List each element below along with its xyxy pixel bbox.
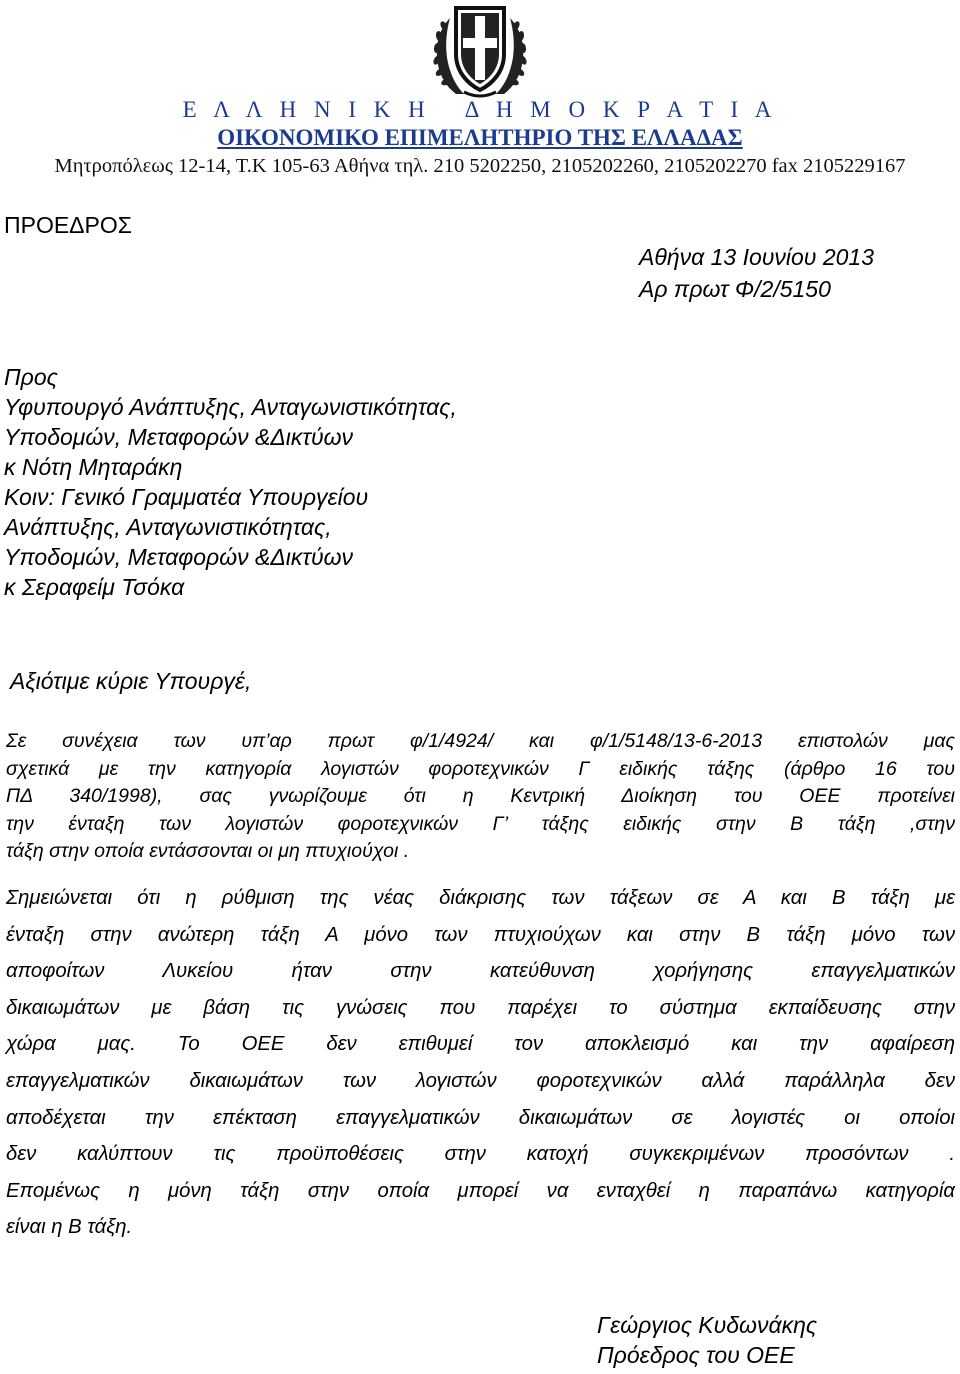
paragraph-line: σχετικά με την κατηγορία λογιστών φοροτεχνικών Γ ειδικής τάξης (άρθρο 16 του	[6, 757, 955, 780]
recipient-line: Υποδομών, Μεταφορών &Δικτύων	[4, 544, 354, 570]
recipient-line: κ Σεραφείμ Τσόκα	[4, 574, 185, 600]
paragraph-line: ένταξη στην ανώτερη τάξη Α μόνο των πτυχιούχων και στην Β τάξη μόνο των	[6, 923, 955, 946]
body-paragraph-2	[6, 880, 955, 1246]
signature-block	[597, 1310, 817, 1370]
recipient-line: Ανάπτυξης, Ανταγωνιστικότητας,	[4, 514, 332, 540]
contact-details: Μητροπόλεως 12-14, Τ.Κ 105-63 Αθήνα τηλ. 210 5202250, 2105202260, 2105202270 fax 2105229167	[54, 155, 906, 177]
paragraph-line: Επομένως η μόνη τάξη στην οποία μπορεί να ενταχθεί η παραπάνω κατηγορία	[6, 1179, 955, 1202]
greek-coat-of-arms-emblem	[426, 2, 534, 100]
protocol-number: Αρ πρωτ Φ/2/5150	[639, 276, 831, 302]
body-paragraph-1	[6, 728, 955, 866]
signatory-name: Γεώργιος Κυδωνάκης	[597, 1312, 818, 1338]
country-heading: Ε Λ Λ Η Ν Ι Κ Η Δ Η Μ Ο Κ Ρ Α Τ Ι Α	[182, 97, 778, 122]
recipient-line: Κοιν: Γενικό Γραμματέα Υπουργείου	[4, 484, 369, 510]
paragraph-line: είναι η Β τάξη.	[6, 1216, 133, 1239]
paragraph-line: δικαιωμάτων με βάση τις γνώσεις που παρέχει το σύστημα εκπαίδευσης στην	[6, 996, 955, 1019]
paragraph-line: δεν καλύπτουν τις προϋποθέσεις στην κατοχή συγκεκριμένων προσόντων .	[6, 1143, 955, 1166]
paragraph-line: επαγγελματικών δικαιωμάτων των λογιστών φοροτεχνικών αλλά παράλληλα δεν	[6, 1069, 955, 1092]
paragraph-line: ΠΔ 340/1998), σας γνωρίζουμε ότι η Κεντρική Διοίκηση του ΟΕΕ προτείνει	[6, 785, 955, 807]
paragraph-line: αποφοίτων Λυκείου ήταν στην κατεύθυνση χορήγησης επαγγελματικών	[6, 960, 955, 983]
recipient-line: Υποδομών, Μεταφορών &Δικτύων	[4, 424, 354, 450]
signatory-title: Πρόεδρος του ΟΕΕ	[597, 1342, 795, 1368]
paragraph-line: τάξη στην οποία εντάσσονται οι μη πτυχιούχοι .	[6, 840, 410, 862]
paragraph-line: χώρα μας. Το ΟΕΕ δεν επιθυμεί τον αποκλεισμό και την αφαίρεση	[6, 1033, 955, 1056]
recipient-block	[4, 362, 457, 602]
paragraph-line: Σε συνέχεια των υπ’αρ πρωτ φ/1/4924/ και φ/1/5148/13-6-2013 επιστολών μας	[6, 730, 955, 752]
paragraph-line: την ένταξη των λογιστών φοροτεχνικών Γ’ τάξης ειδικής στην Β τάξη ,στην	[6, 812, 955, 835]
salutation: Αξιότιμε κύριε Υπουργέ,	[10, 668, 252, 694]
organization-heading: ΟΙΚΟΝΟΜΙΚΟ ΕΠΙΜΕΛΗΤΗΡΙΟ ΤΗΣ ΕΛΛΑΔΑΣ	[217, 125, 743, 150]
recipient-line: Υφυπουργό Ανάπτυξης, Ανταγωνιστικότητας,	[4, 394, 457, 420]
paragraph-line: αποδέχεται την επέκταση επαγγελματικών δικαιωμάτων σε λογιστές οι οποίοι	[6, 1106, 955, 1129]
paragraph-line: Σημειώνεται ότι η ρύθμιση της νέας διάκρισης των τάξεων σε Α και Β τάξη με	[6, 887, 955, 909]
date-block	[639, 241, 874, 305]
letter-date: Αθήνα 13 Ιουνίου 2013	[639, 244, 874, 270]
recipient-line: κ Νότη Μηταράκη	[4, 454, 183, 480]
recipient-line: Προς	[4, 364, 58, 390]
sender-role: ΠΡΟΕΔΡΟΣ	[4, 212, 132, 238]
